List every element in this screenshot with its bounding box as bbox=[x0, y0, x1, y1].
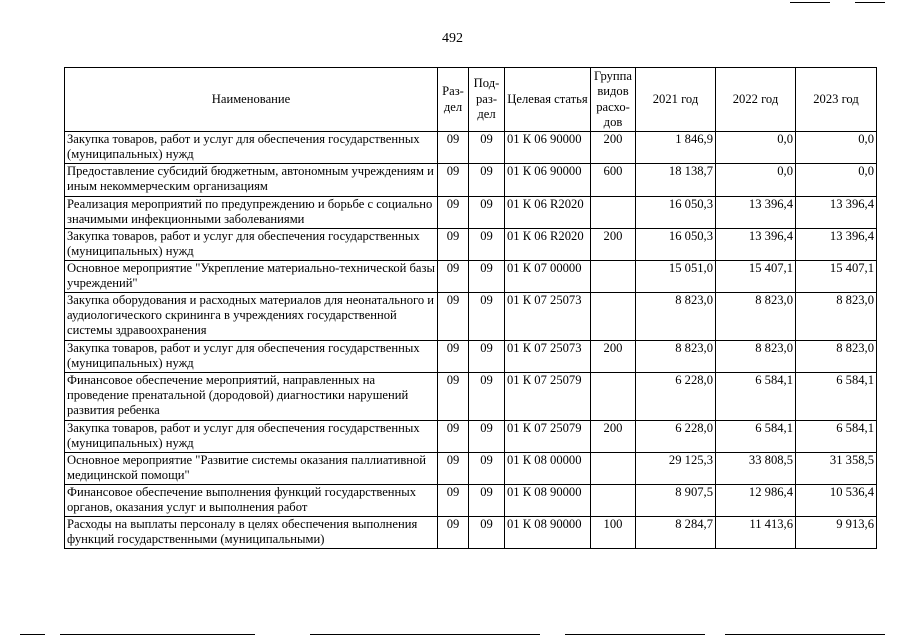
row-2022: 12 986,4 bbox=[716, 485, 796, 517]
row-subsection: 09 bbox=[469, 197, 505, 229]
row-target: 01 К 08 00000 bbox=[505, 453, 591, 485]
table-row bbox=[65, 485, 877, 517]
row-2022: 11 413,6 bbox=[716, 517, 796, 549]
scan-mark bbox=[310, 634, 540, 635]
row-section: 09 bbox=[438, 197, 469, 229]
row-target: 01 К 07 25079 bbox=[505, 421, 591, 453]
row-subsection: 09 bbox=[469, 453, 505, 485]
row-target: 01 К 06 R2020 bbox=[505, 197, 591, 229]
scan-mark bbox=[60, 634, 255, 635]
row-section: 09 bbox=[438, 517, 469, 549]
row-section: 09 bbox=[438, 132, 469, 164]
row-2022: 0,0 bbox=[716, 132, 796, 164]
row-section: 09 bbox=[438, 421, 469, 453]
row-name: Основное мероприятие "Развитие системы оказания паллиативной медицинской помощи" bbox=[65, 453, 438, 485]
row-2021: 18 138,7 bbox=[636, 164, 716, 197]
header-2022: 2022 год bbox=[716, 68, 796, 132]
row-name: Закупка оборудования и расходных материалов для неонатального и аудиологического скрининга в учреждениях государственной системы здравоохранения bbox=[65, 293, 438, 341]
row-2021: 6 228,0 bbox=[636, 421, 716, 453]
budget-table bbox=[64, 67, 877, 549]
row-name: Закупка товаров, работ и услуг для обеспечения государственных (муниципальных) нужд bbox=[65, 229, 438, 261]
row-2023: 6 584,1 bbox=[796, 373, 877, 421]
row-name: Основное мероприятие "Укрепление материально-технической базы учреждений" bbox=[65, 261, 438, 293]
row-2022: 0,0 bbox=[716, 164, 796, 197]
row-subsection: 09 bbox=[469, 517, 505, 549]
row-section: 09 bbox=[438, 341, 469, 373]
row-2022: 15 407,1 bbox=[716, 261, 796, 293]
row-target: 01 К 06 90000 bbox=[505, 164, 591, 197]
row-target: 01 К 07 25073 bbox=[505, 341, 591, 373]
row-2021: 6 228,0 bbox=[636, 373, 716, 421]
row-group: 100 bbox=[591, 517, 636, 549]
row-subsection: 09 bbox=[469, 373, 505, 421]
row-group: 200 bbox=[591, 229, 636, 261]
row-group bbox=[591, 485, 636, 517]
table-row bbox=[65, 517, 877, 549]
table-row bbox=[65, 373, 877, 421]
row-section: 09 bbox=[438, 229, 469, 261]
row-name: Реализация мероприятий по предупреждению и борьбе с социально значимыми инфекционными заболеваниями bbox=[65, 197, 438, 229]
header-2021: 2021 год bbox=[636, 68, 716, 132]
row-target: 01 К 06 90000 bbox=[505, 132, 591, 164]
row-section: 09 bbox=[438, 293, 469, 341]
table-row bbox=[65, 229, 877, 261]
row-2021: 29 125,3 bbox=[636, 453, 716, 485]
row-2022: 6 584,1 bbox=[716, 421, 796, 453]
row-group: 200 bbox=[591, 421, 636, 453]
row-2023: 13 396,4 bbox=[796, 197, 877, 229]
scan-mark bbox=[565, 634, 705, 635]
row-2021: 8 907,5 bbox=[636, 485, 716, 517]
header-section: Раз-дел bbox=[438, 68, 469, 132]
row-2021: 8 823,0 bbox=[636, 293, 716, 341]
row-subsection: 09 bbox=[469, 132, 505, 164]
row-2021: 8 823,0 bbox=[636, 341, 716, 373]
row-2023: 15 407,1 bbox=[796, 261, 877, 293]
row-2023: 0,0 bbox=[796, 164, 877, 197]
row-2022: 8 823,0 bbox=[716, 341, 796, 373]
row-target: 01 К 07 25079 bbox=[505, 373, 591, 421]
row-section: 09 bbox=[438, 164, 469, 197]
row-2021: 16 050,3 bbox=[636, 197, 716, 229]
row-target: 01 К 08 90000 bbox=[505, 517, 591, 549]
scan-mark bbox=[725, 634, 885, 635]
row-2021: 8 284,7 bbox=[636, 517, 716, 549]
row-name: Финансовое обеспечение выполнения функций государственных органов, оказания услуг и выполнения работ bbox=[65, 485, 438, 517]
row-2021: 16 050,3 bbox=[636, 229, 716, 261]
table-row bbox=[65, 261, 877, 293]
table-row bbox=[65, 132, 877, 164]
row-section: 09 bbox=[438, 485, 469, 517]
row-2023: 8 823,0 bbox=[796, 293, 877, 341]
row-group bbox=[591, 261, 636, 293]
row-2023: 0,0 bbox=[796, 132, 877, 164]
scan-mark bbox=[790, 2, 830, 3]
row-subsection: 09 bbox=[469, 164, 505, 197]
row-group: 200 bbox=[591, 132, 636, 164]
table-row bbox=[65, 164, 877, 197]
header-2023: 2023 год bbox=[796, 68, 877, 132]
row-group: 600 bbox=[591, 164, 636, 197]
row-group bbox=[591, 373, 636, 421]
row-subsection: 09 bbox=[469, 341, 505, 373]
header-name: Наименование bbox=[65, 68, 438, 132]
table-header-row bbox=[65, 68, 877, 132]
row-2023: 31 358,5 bbox=[796, 453, 877, 485]
header-target: Целевая статья bbox=[505, 68, 591, 132]
row-target: 01 К 07 00000 bbox=[505, 261, 591, 293]
scan-mark bbox=[20, 634, 45, 635]
row-2021: 15 051,0 bbox=[636, 261, 716, 293]
row-section: 09 bbox=[438, 453, 469, 485]
row-2022: 13 396,4 bbox=[716, 229, 796, 261]
row-name: Предоставление субсидий бюджетным, автономным учреждениям и иным некоммерческим организациям bbox=[65, 164, 438, 197]
table-row bbox=[65, 453, 877, 485]
row-name: Расходы на выплаты персоналу в целях обеспечения выполнения функций государственными (муниципальными) bbox=[65, 517, 438, 549]
table-row bbox=[65, 341, 877, 373]
row-group bbox=[591, 293, 636, 341]
table-row bbox=[65, 197, 877, 229]
row-2021: 1 846,9 bbox=[636, 132, 716, 164]
row-2023: 13 396,4 bbox=[796, 229, 877, 261]
row-subsection: 09 bbox=[469, 261, 505, 293]
row-2022: 6 584,1 bbox=[716, 373, 796, 421]
row-name: Закупка товаров, работ и услуг для обеспечения государственных (муниципальных) нужд bbox=[65, 132, 438, 164]
row-name: Финансовое обеспечение мероприятий, направленных на проведение пренатальной (дородовой) диагностики нарушений развития ребенка bbox=[65, 373, 438, 421]
row-2022: 8 823,0 bbox=[716, 293, 796, 341]
row-2023: 6 584,1 bbox=[796, 421, 877, 453]
row-section: 09 bbox=[438, 373, 469, 421]
row-2022: 13 396,4 bbox=[716, 197, 796, 229]
row-target: 01 К 06 R2020 bbox=[505, 229, 591, 261]
row-subsection: 09 bbox=[469, 485, 505, 517]
row-name: Закупка товаров, работ и услуг для обеспечения государственных (муниципальных) нужд bbox=[65, 421, 438, 453]
row-subsection: 09 bbox=[469, 421, 505, 453]
header-group: Группа видов расхо-дов bbox=[591, 68, 636, 132]
row-2023: 10 536,4 bbox=[796, 485, 877, 517]
row-2023: 9 913,6 bbox=[796, 517, 877, 549]
row-subsection: 09 bbox=[469, 229, 505, 261]
table-row bbox=[65, 421, 877, 453]
row-group bbox=[591, 197, 636, 229]
row-target: 01 К 07 25073 bbox=[505, 293, 591, 341]
row-subsection: 09 bbox=[469, 293, 505, 341]
page-number: 492 bbox=[442, 31, 463, 46]
row-group bbox=[591, 453, 636, 485]
row-group: 200 bbox=[591, 341, 636, 373]
row-2022: 33 808,5 bbox=[716, 453, 796, 485]
header-subsection: Под-раз-дел bbox=[469, 68, 505, 132]
row-2023: 8 823,0 bbox=[796, 341, 877, 373]
scan-mark bbox=[855, 2, 885, 3]
row-name: Закупка товаров, работ и услуг для обеспечения государственных (муниципальных) нужд bbox=[65, 341, 438, 373]
row-target: 01 К 08 90000 bbox=[505, 485, 591, 517]
row-section: 09 bbox=[438, 261, 469, 293]
table-row bbox=[65, 293, 877, 341]
